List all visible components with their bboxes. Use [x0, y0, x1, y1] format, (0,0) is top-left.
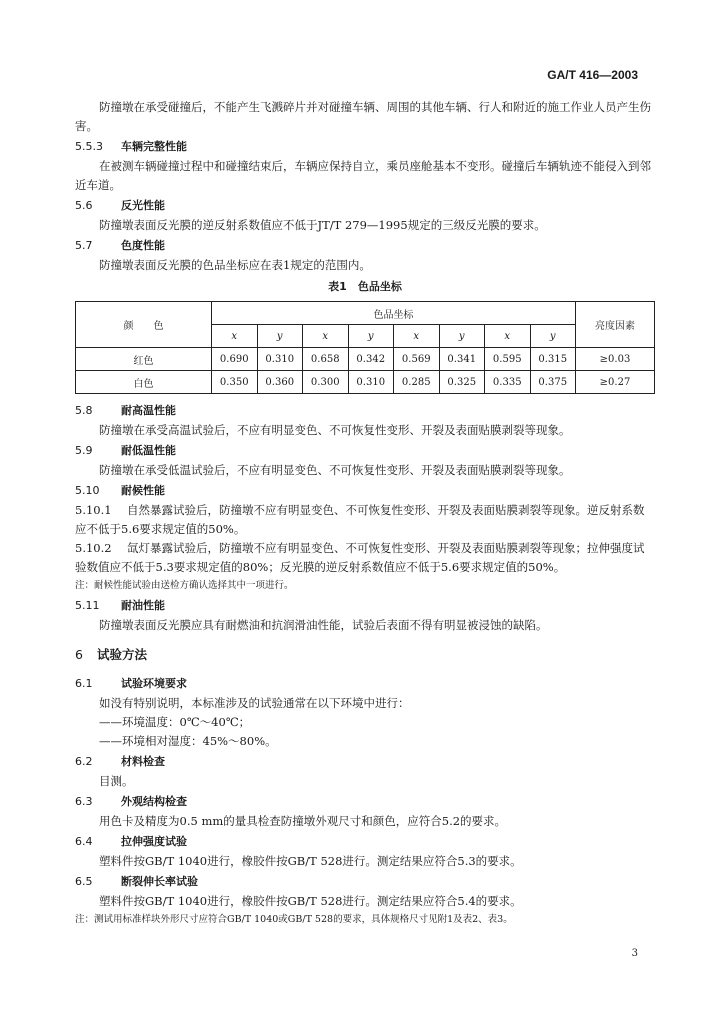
table-cell-luminance: ≥0.27 — [576, 371, 655, 394]
table-row — [76, 348, 655, 371]
axis-label: y — [257, 325, 303, 348]
table-row — [76, 371, 655, 394]
section-number: 5.7 — [75, 239, 93, 252]
section-title: 外观结构检查 — [121, 795, 187, 808]
heading-5-10 — [75, 480, 655, 501]
table-cell: 0.285 — [394, 371, 440, 394]
paragraph-5-6: 防撞墩表面反光膜的逆反射系数值应不低于JT/T 279—1995规定的三级反光膜的要求。 — [99, 218, 546, 232]
axis-label: x — [485, 325, 531, 348]
axis-label: x — [394, 325, 440, 348]
section-number: 6.2 — [75, 755, 93, 768]
page-body — [75, 98, 655, 929]
note-specimen: 注：测试用标准样块外形尺寸应符合GB/T 1040或GB/T 528的要求，具体规格尺寸见附1及表2、表3。 — [75, 914, 513, 925]
section-number: 6.1 — [75, 677, 93, 690]
section-title: 耐低温性能 — [121, 444, 176, 457]
table-cell: 0.325 — [439, 371, 485, 394]
intro-paragraph: 防撞墩在承受碰撞后，不能产生飞溅碎片并对碰撞车辆、周围的其他车辆、行人和附近的施工作业人员产生伤害。 — [75, 100, 651, 133]
heading-6-5 — [75, 871, 655, 892]
paragraph-5-8: 防撞墩在承受高温试验后，不应有明显变色、不可恢复性变形、开裂及表面贴膜剥裂等现象。 — [99, 423, 571, 437]
section-title: 试验环境要求 — [121, 677, 187, 690]
section-number: 5.6 — [75, 199, 93, 212]
section-number: 5.5.3 — [75, 140, 103, 153]
paragraph-5-5-3: 在被测车辆碰撞过程中和碰撞结束后，车辆应保持自立，乘员座舱基本不变形。碰撞后车辆轨迹不能侵入到邻近车道。 — [75, 159, 651, 192]
table-cell: 0.350 — [212, 371, 258, 394]
paragraph-5-9: 防撞墩在承受低温试验后，不应有明显变色、不可恢复性变形、开裂及表面贴膜剥裂等现象。 — [99, 463, 571, 477]
section-title: 拉伸强度试验 — [121, 835, 187, 848]
table-cell: 0.595 — [485, 348, 531, 371]
table-cell: 0.300 — [303, 371, 349, 394]
header-coordinates: 色品坐标 — [212, 302, 576, 325]
table-cell: 0.310 — [257, 348, 303, 371]
chromaticity-table — [75, 301, 655, 394]
paragraph-5-11: 防撞墩表面反光膜应具有耐燃油和抗润滑油性能，试验后表面不得有明显被浸蚀的缺陷。 — [99, 618, 548, 632]
table-cell: 0.360 — [257, 371, 303, 394]
heading-6-1 — [75, 673, 655, 694]
document-code: GA/T 416—2003 — [547, 68, 638, 82]
paragraph-5-7: 防撞墩表面反光膜的色品坐标应在表1规定的范围内。 — [99, 258, 371, 272]
section-number: 5.10.1 — [75, 503, 112, 517]
heading-5-7 — [75, 235, 655, 256]
axis-label: x — [303, 325, 349, 348]
paragraph-5-10-1 — [75, 501, 655, 539]
table-cell: 0.569 — [394, 348, 440, 371]
table-cell: 0.310 — [348, 371, 394, 394]
heading-6-3 — [75, 791, 655, 812]
header-luminance: 亮度因素 — [576, 302, 655, 348]
heading-5-11 — [75, 595, 655, 616]
section-title: 材料检查 — [121, 755, 165, 768]
section-number: 5.10.2 — [75, 541, 112, 555]
section-title: 反光性能 — [121, 199, 165, 212]
section-title: 耐高温性能 — [121, 404, 176, 417]
row-color-name: 红色 — [76, 348, 212, 371]
heading-6-4 — [75, 831, 655, 852]
heading-6 — [75, 643, 655, 667]
table-caption: 表1 色品坐标 — [328, 280, 402, 293]
section-number: 5.8 — [75, 404, 93, 417]
section-number: 5.10 — [75, 484, 100, 497]
axis-label: x — [212, 325, 258, 348]
row-color-name: 白色 — [76, 371, 212, 394]
table-cell: 0.375 — [530, 371, 576, 394]
table-cell: 0.342 — [348, 348, 394, 371]
paragraph-text: 自然暴露试验后，防撞墩不应有明显变色、不可恢复性变形、开裂及表面贴膜剥裂等现象。逆反射系数应不低于5.6要求规定值的50%。 — [75, 503, 645, 536]
section-title: 耐油性能 — [121, 599, 165, 612]
paragraph-text: 氙灯暴露试验后，防撞墩不应有明显变色、不可恢复性变形、开裂及表面贴膜剥裂等现象；拉伸强度试验数值应不低于5.3要求规定值的80%；反光膜的逆反射系数值应不低于5.6要求规定值的50%。 — [75, 541, 645, 574]
section-number: 5.9 — [75, 444, 93, 457]
table-cell-luminance: ≥0.03 — [576, 348, 655, 371]
paragraph-6-2: 目测。 — [99, 774, 134, 788]
paragraph-6-1: 如没有特别说明，本标准涉及的试验通常在以下环境中进行： — [99, 696, 410, 710]
section-number: 6.4 — [75, 835, 93, 848]
section-title: 断裂伸长率试验 — [121, 875, 198, 888]
section-number: 6.3 — [75, 795, 93, 808]
heading-6-2 — [75, 751, 655, 772]
header-color: 颜 色 — [76, 302, 212, 348]
table-cell: 0.658 — [303, 348, 349, 371]
section-title: 车辆完整性能 — [121, 140, 187, 153]
paragraph-6-5: 塑料件按GB/T 1040进行，橡胶件按GB/T 528进行。测定结果应符合5.4的要求。 — [99, 894, 522, 908]
axis-label: y — [530, 325, 576, 348]
page-number: 3 — [631, 948, 638, 959]
note-weathering: 注：耐候性能试验由送检方确认选择其中一项进行。 — [75, 580, 294, 591]
paragraph-6-4: 塑料件按GB/T 1040进行，橡胶件按GB/T 528进行。测定结果应符合5.3的要求。 — [99, 854, 522, 868]
list-item: ——环境相对湿度：45%～80%。 — [99, 734, 277, 748]
axis-label: y — [348, 325, 394, 348]
section-number: 5.11 — [75, 599, 100, 612]
heading-5-5-3 — [75, 136, 655, 157]
heading-5-6 — [75, 195, 655, 216]
table-cell: 0.341 — [439, 348, 485, 371]
section-number: 6.5 — [75, 875, 93, 888]
paragraph-5-10-2 — [75, 539, 655, 577]
section-number: 6 — [75, 647, 83, 662]
table-cell: 0.315 — [530, 348, 576, 371]
section-title: 色度性能 — [121, 239, 165, 252]
section-title: 试验方法 — [97, 647, 148, 662]
list-item: ——环境温度：0℃～40℃； — [99, 715, 251, 729]
table-cell: 0.335 — [485, 371, 531, 394]
paragraph-6-3: 用色卡及精度为0.5 mm的量具检查防撞墩外观尺寸和颜色，应符合5.2的要求。 — [99, 814, 507, 828]
section-title: 耐候性能 — [121, 484, 165, 497]
axis-label: y — [439, 325, 485, 348]
table-cell: 0.690 — [212, 348, 258, 371]
heading-5-8 — [75, 400, 655, 421]
heading-5-9 — [75, 440, 655, 461]
